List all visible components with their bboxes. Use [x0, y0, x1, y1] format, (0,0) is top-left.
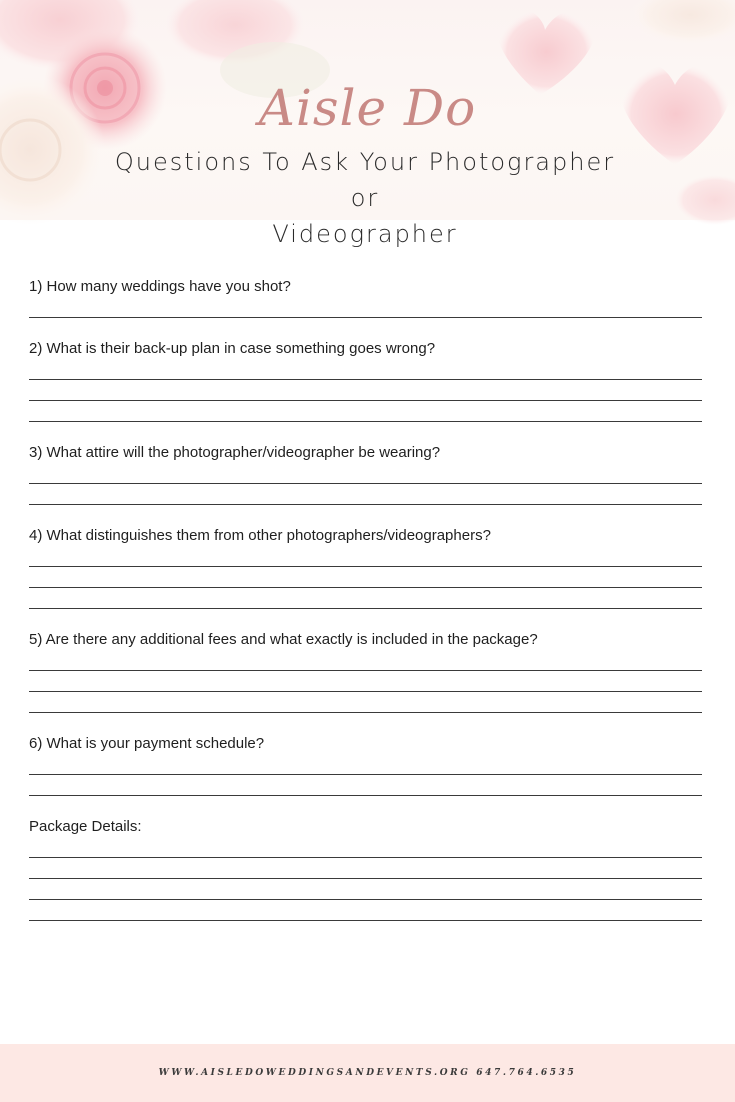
- answer-line[interactable]: [29, 775, 702, 796]
- answer-line[interactable]: [29, 754, 702, 775]
- question-label: 3) What attire will the photographer/videographer be wearing?: [29, 444, 441, 461]
- phone-number: 647.764.6535: [476, 1068, 577, 1078]
- question-6: [29, 734, 702, 796]
- brand-logo: Aisle Do: [258, 79, 477, 137]
- page-title-line-2: Videographer: [272, 220, 458, 248]
- answer-line[interactable]: [29, 401, 702, 422]
- question-label: 5) Are there any additional fees and what exactly is included in the package?: [29, 631, 538, 648]
- footer-bar: [0, 1044, 735, 1102]
- answer-line[interactable]: [29, 588, 702, 609]
- question-label: 6) What is your payment schedule?: [29, 735, 265, 752]
- question-label: 1) How many weddings have you shot?: [29, 278, 291, 295]
- footer-contact: [0, 1068, 735, 1078]
- package-details: [29, 817, 702, 921]
- answer-line[interactable]: [29, 837, 702, 858]
- answer-line[interactable]: [29, 484, 702, 505]
- answer-line[interactable]: [29, 858, 702, 879]
- answer-line[interactable]: [29, 879, 702, 900]
- website-link[interactable]: WWW.AISLEDOWEDDINGSANDEVENTS.ORG: [158, 1068, 471, 1078]
- answer-line[interactable]: [29, 692, 702, 713]
- answer-line[interactable]: [29, 650, 702, 671]
- question-2: [29, 339, 702, 422]
- answer-line[interactable]: [29, 297, 702, 318]
- question-3: [29, 443, 702, 505]
- questions-list: [29, 277, 702, 921]
- question-label: 4) What distinguishes them from other photographers/videographers?: [29, 527, 491, 544]
- question-1: [29, 277, 702, 318]
- answer-line[interactable]: [29, 900, 702, 921]
- page-title: [110, 144, 620, 252]
- answer-line[interactable]: [29, 463, 702, 484]
- page-title-line-1: Questions To Ask Your Photographer or: [114, 148, 616, 212]
- question-5: [29, 630, 702, 713]
- answer-line[interactable]: [29, 546, 702, 567]
- question-label: 2) What is their back-up plan in case something goes wrong?: [29, 340, 436, 357]
- header-banner: [0, 0, 735, 248]
- answer-line[interactable]: [29, 380, 702, 401]
- answer-line[interactable]: [29, 671, 702, 692]
- answer-line[interactable]: [29, 567, 702, 588]
- answer-line[interactable]: [29, 359, 702, 380]
- package-details-label: Package Details:: [29, 818, 142, 835]
- question-4: [29, 526, 702, 609]
